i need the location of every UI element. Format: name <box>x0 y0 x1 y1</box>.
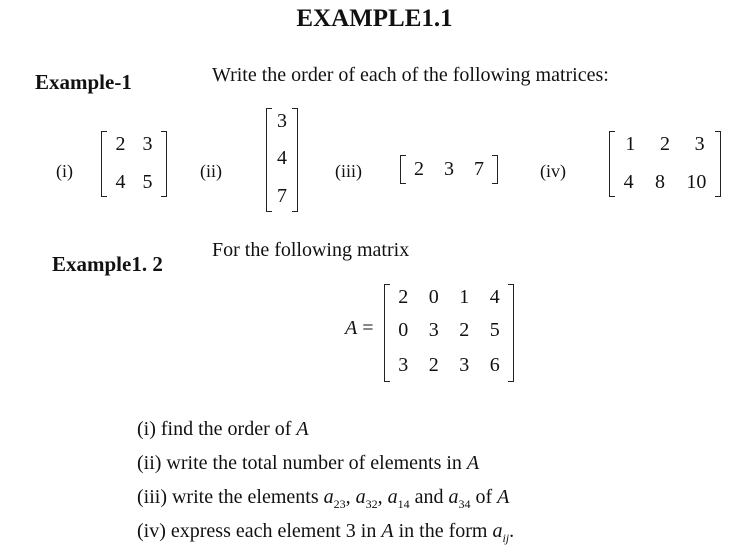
matrix-cell: 3 <box>694 133 705 155</box>
question-2 <box>137 452 479 475</box>
matrix-cell: 3 <box>398 354 409 376</box>
element-a34: a <box>448 486 459 508</box>
element-a23: a <box>323 486 334 508</box>
question-text: (i) find the order of <box>137 418 297 440</box>
matrix-cell: 4 <box>489 286 500 308</box>
matrix-row <box>400 158 498 180</box>
matrix-cell: 3 <box>142 133 153 155</box>
matrix-cell: 2 <box>115 133 126 155</box>
matrix-row <box>384 286 514 308</box>
example-1-label: Example-1 <box>35 70 132 94</box>
matrix-cell: 3 <box>444 158 454 180</box>
matrix-cell: 5 <box>142 171 153 193</box>
example-2-label: Example1. 2 <box>52 252 163 276</box>
question-1 <box>137 418 309 441</box>
period: . <box>509 520 515 542</box>
subscript: 23 <box>333 497 346 511</box>
matrix-cell: 2 <box>398 286 409 308</box>
matrix-cell: 0 <box>398 319 409 341</box>
matrix-cell: 3 <box>277 110 287 132</box>
subscript: 14 <box>397 497 410 511</box>
matrix-cell: 3 <box>459 354 470 376</box>
subscript: ij <box>502 531 510 545</box>
question-text: (iii) write the elements <box>137 486 324 508</box>
matrix-ii <box>266 106 298 214</box>
item-i-label: (i) <box>56 161 73 181</box>
matrix-var: A <box>497 486 510 508</box>
matrix-cell: 4 <box>623 171 634 193</box>
subscript: 34 <box>458 497 471 511</box>
matrix-row <box>384 354 514 376</box>
matrix-row <box>384 319 514 341</box>
element-a32: a <box>355 486 366 508</box>
matrix-cell: 2 <box>659 133 670 155</box>
matrix-row <box>609 171 721 193</box>
matrix-cell: 3 <box>428 319 439 341</box>
matrix-var: A <box>296 418 309 440</box>
of-text: of <box>470 486 498 508</box>
matrix-cell: 2 <box>414 158 424 180</box>
matrix-var: A <box>466 452 480 474</box>
example-2-instruction: For the following matrix <box>212 239 410 261</box>
item-iii-label: (iii) <box>335 161 362 181</box>
matrix-name: A <box>345 317 358 339</box>
matrix-iv <box>609 129 721 199</box>
matrix-row <box>266 185 298 207</box>
matrix-cell: 1 <box>625 133 636 155</box>
question-3: (iii) write the elements $a_{23}$, $a_{32}$, $a_{14}$ and $a_{34}$ of A <box>137 486 510 511</box>
matrix-cell: 0 <box>428 286 439 308</box>
and-text: and <box>409 486 449 508</box>
question-4 <box>137 520 514 546</box>
matrix-row <box>101 171 167 193</box>
page-title: EXAMPLE1.1 <box>296 5 453 32</box>
question-text: (iv) express each element 3 in <box>137 520 382 542</box>
example-1-instruction: Write the order of each of the following matrices: <box>212 64 609 86</box>
item-ii-label: (ii) <box>200 161 222 181</box>
element-aij: a <box>492 520 503 542</box>
matrix-cell: 2 <box>459 319 470 341</box>
matrix-row <box>266 110 298 132</box>
matrix-cell: 7 <box>474 158 484 180</box>
matrix-i <box>101 129 167 199</box>
matrix-a-equation <box>345 317 374 340</box>
matrix-cell: 2 <box>428 354 439 376</box>
matrix-cell: 8 <box>654 171 665 193</box>
matrix-row <box>266 147 298 169</box>
equals-sign: = <box>362 317 374 339</box>
matrix-iii <box>400 152 498 186</box>
matrix-row <box>101 133 167 155</box>
matrix-row <box>609 133 721 155</box>
item-iv-label: (iv) <box>540 161 566 181</box>
matrix-cell: 4 <box>277 147 287 169</box>
matrix-cell: 6 <box>489 354 500 376</box>
matrix-a <box>384 282 514 384</box>
element-a14: a <box>387 486 398 508</box>
question-text: in the form <box>393 520 493 542</box>
matrix-cell: 1 <box>459 286 470 308</box>
matrix-cell: 5 <box>489 319 500 341</box>
subscript: 32 <box>365 497 378 511</box>
question-text: (ii) write the total number of elements in <box>137 452 467 474</box>
matrix-cell: 4 <box>115 171 126 193</box>
matrix-cell: 10 <box>686 171 707 193</box>
matrix-var: A <box>381 520 394 542</box>
matrix-cell: 7 <box>277 185 287 207</box>
